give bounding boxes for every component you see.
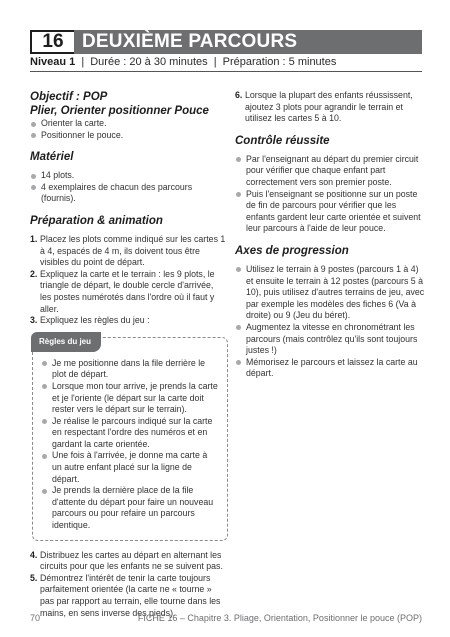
objective-subtitle: Plier, Orienter positionner Pouce <box>30 105 209 117</box>
step-number: 5. <box>30 572 38 583</box>
control-list <box>235 154 427 235</box>
list-item: Une fois à l'arrivée, je donne ma carte à un autre enfant placé sur la ligne de départ. <box>41 450 219 485</box>
preparation-step-6 <box>235 90 427 125</box>
progress-list <box>235 264 427 380</box>
right-column <box>235 90 427 380</box>
left-column <box>30 90 226 619</box>
step-text: Distribuez les cartes au départ en alternant les circuits pour que les enfants ne se suivent pas. <box>40 549 223 572</box>
fiche-number: 16 <box>42 31 64 52</box>
materiel-title: Matériel <box>30 151 74 164</box>
list-item: Puis l'enseignant se positionne sur un poste de fin de parcours pour vérifier que les enfants gardent leur carte orientée et suivent leur parcours à l'aide de leur pouce. <box>235 189 427 235</box>
objective-title: Objectif : POP <box>30 91 108 103</box>
list-item: Lorsque mon tour arrive, je prends la carte et je l'oriente (le départ sur la carte doit rester vers le départ sur le terrain). <box>41 381 219 416</box>
page-footer <box>30 613 422 623</box>
separator: | <box>213 56 217 68</box>
page-number: 70 <box>30 613 41 623</box>
rules-box <box>32 337 228 541</box>
list-item: Par l'enseignant au départ du premier circuit pour vérifier que chaque enfant part correctement vers son premier poste. <box>235 154 427 189</box>
list-item: Je me positionne dans la file derrière le plot de départ. <box>41 358 219 381</box>
list-item: Je prends la dernière place de la file d'attente du départ pour faire un nouveau parcours ou pour refaire un parcours identique. <box>41 485 219 531</box>
chapter-caption: FICHE 16 – Chapitre 3. Pliage, Orientation, Positionner le pouce (POP) <box>137 613 422 623</box>
step-item <box>30 269 226 315</box>
step-number: 6. <box>235 90 243 100</box>
preparation-title: Préparation & animation <box>30 214 163 227</box>
separator: | <box>81 56 85 68</box>
step-text: Démontrez l'intérêt de tenir la carte toujours parfaitement orientée (la carte ne « tourne » pas par rapport au terrain, elle tourne dans les mains, en sens inverse des pieds). <box>40 572 221 618</box>
step-number: 4. <box>30 549 38 560</box>
rules-label: Règles du jeu <box>39 337 92 347</box>
step-number: 3. <box>30 315 38 326</box>
step-text: Expliquez la carte et le terrain : les 9 plots, le triangle de départ, le double cercle d'arrivée, les postes numérotés dans l'ordre où il faut y aller. <box>40 268 215 314</box>
preparation-steps <box>30 234 226 327</box>
step-text: Placez les plots comme indiqué sur les cartes 1 à 4, espacés de 4 m, ils doivent tous être visibles du point de départ. <box>40 233 226 268</box>
list-item: 4 exemplaires de chacun des parcours (fournis). <box>30 182 226 205</box>
fiche-title: DEUXIÈME PARCOURS <box>82 31 298 52</box>
list-item: Je réalise le parcours indiqué sur la carte en respectant l'ordre des numéros et en gardant la carte orientée. <box>41 416 219 451</box>
step-number: 2. <box>30 268 38 279</box>
progress-title: Axes de progression <box>235 244 349 257</box>
fiche-title-box <box>74 30 422 54</box>
step-item <box>30 234 226 269</box>
fiche-header <box>30 30 422 54</box>
list-item: Orienter la carte. <box>30 118 226 130</box>
fiche-subheader <box>30 56 422 72</box>
duration-text: Durée : 20 à 30 minutes <box>90 56 208 68</box>
step-item <box>30 315 226 327</box>
rules-list <box>41 358 219 532</box>
step-item <box>30 550 226 573</box>
step-number: 1. <box>30 233 38 244</box>
list-item: Positionner le pouce. <box>30 130 226 142</box>
level-label: Niveau 1 <box>30 56 76 68</box>
list-item: 14 plots. <box>30 170 226 182</box>
list-item: Augmentez la vitesse en chronométrant les parcours (mais contrôlez qu'ils sont toujours justes !) <box>235 322 427 357</box>
control-title: Contrôle réussite <box>235 134 330 147</box>
rules-label-tab <box>31 332 101 352</box>
fiche-number-box <box>30 30 74 54</box>
list-item: Utilisez le terrain à 9 postes (parcours 1 à 4) et ensuite le terrain à 12 postes (parcours 5 à 10), puis utilisez d'autres terrains de jeu, avec par exemple les modèles des fiches 6 (Va à droite) ou 9 (Jeu du béret). <box>235 264 427 322</box>
step-text: Lorsque la plupart des enfants réussissent, ajoutez 3 plots pour agrandir le terrain et utilisez les cartes 5 à 10. <box>245 90 413 124</box>
step-item <box>235 90 427 125</box>
objective-list <box>30 118 226 141</box>
preparation-steps-continued <box>30 550 226 620</box>
list-item: Mémorisez le parcours et laissez la carte au départ. <box>235 357 427 380</box>
preparation-text: Préparation : 5 minutes <box>222 56 337 68</box>
materiel-list <box>30 170 226 205</box>
step-text: Expliquez les règles du jeu : <box>40 315 150 326</box>
